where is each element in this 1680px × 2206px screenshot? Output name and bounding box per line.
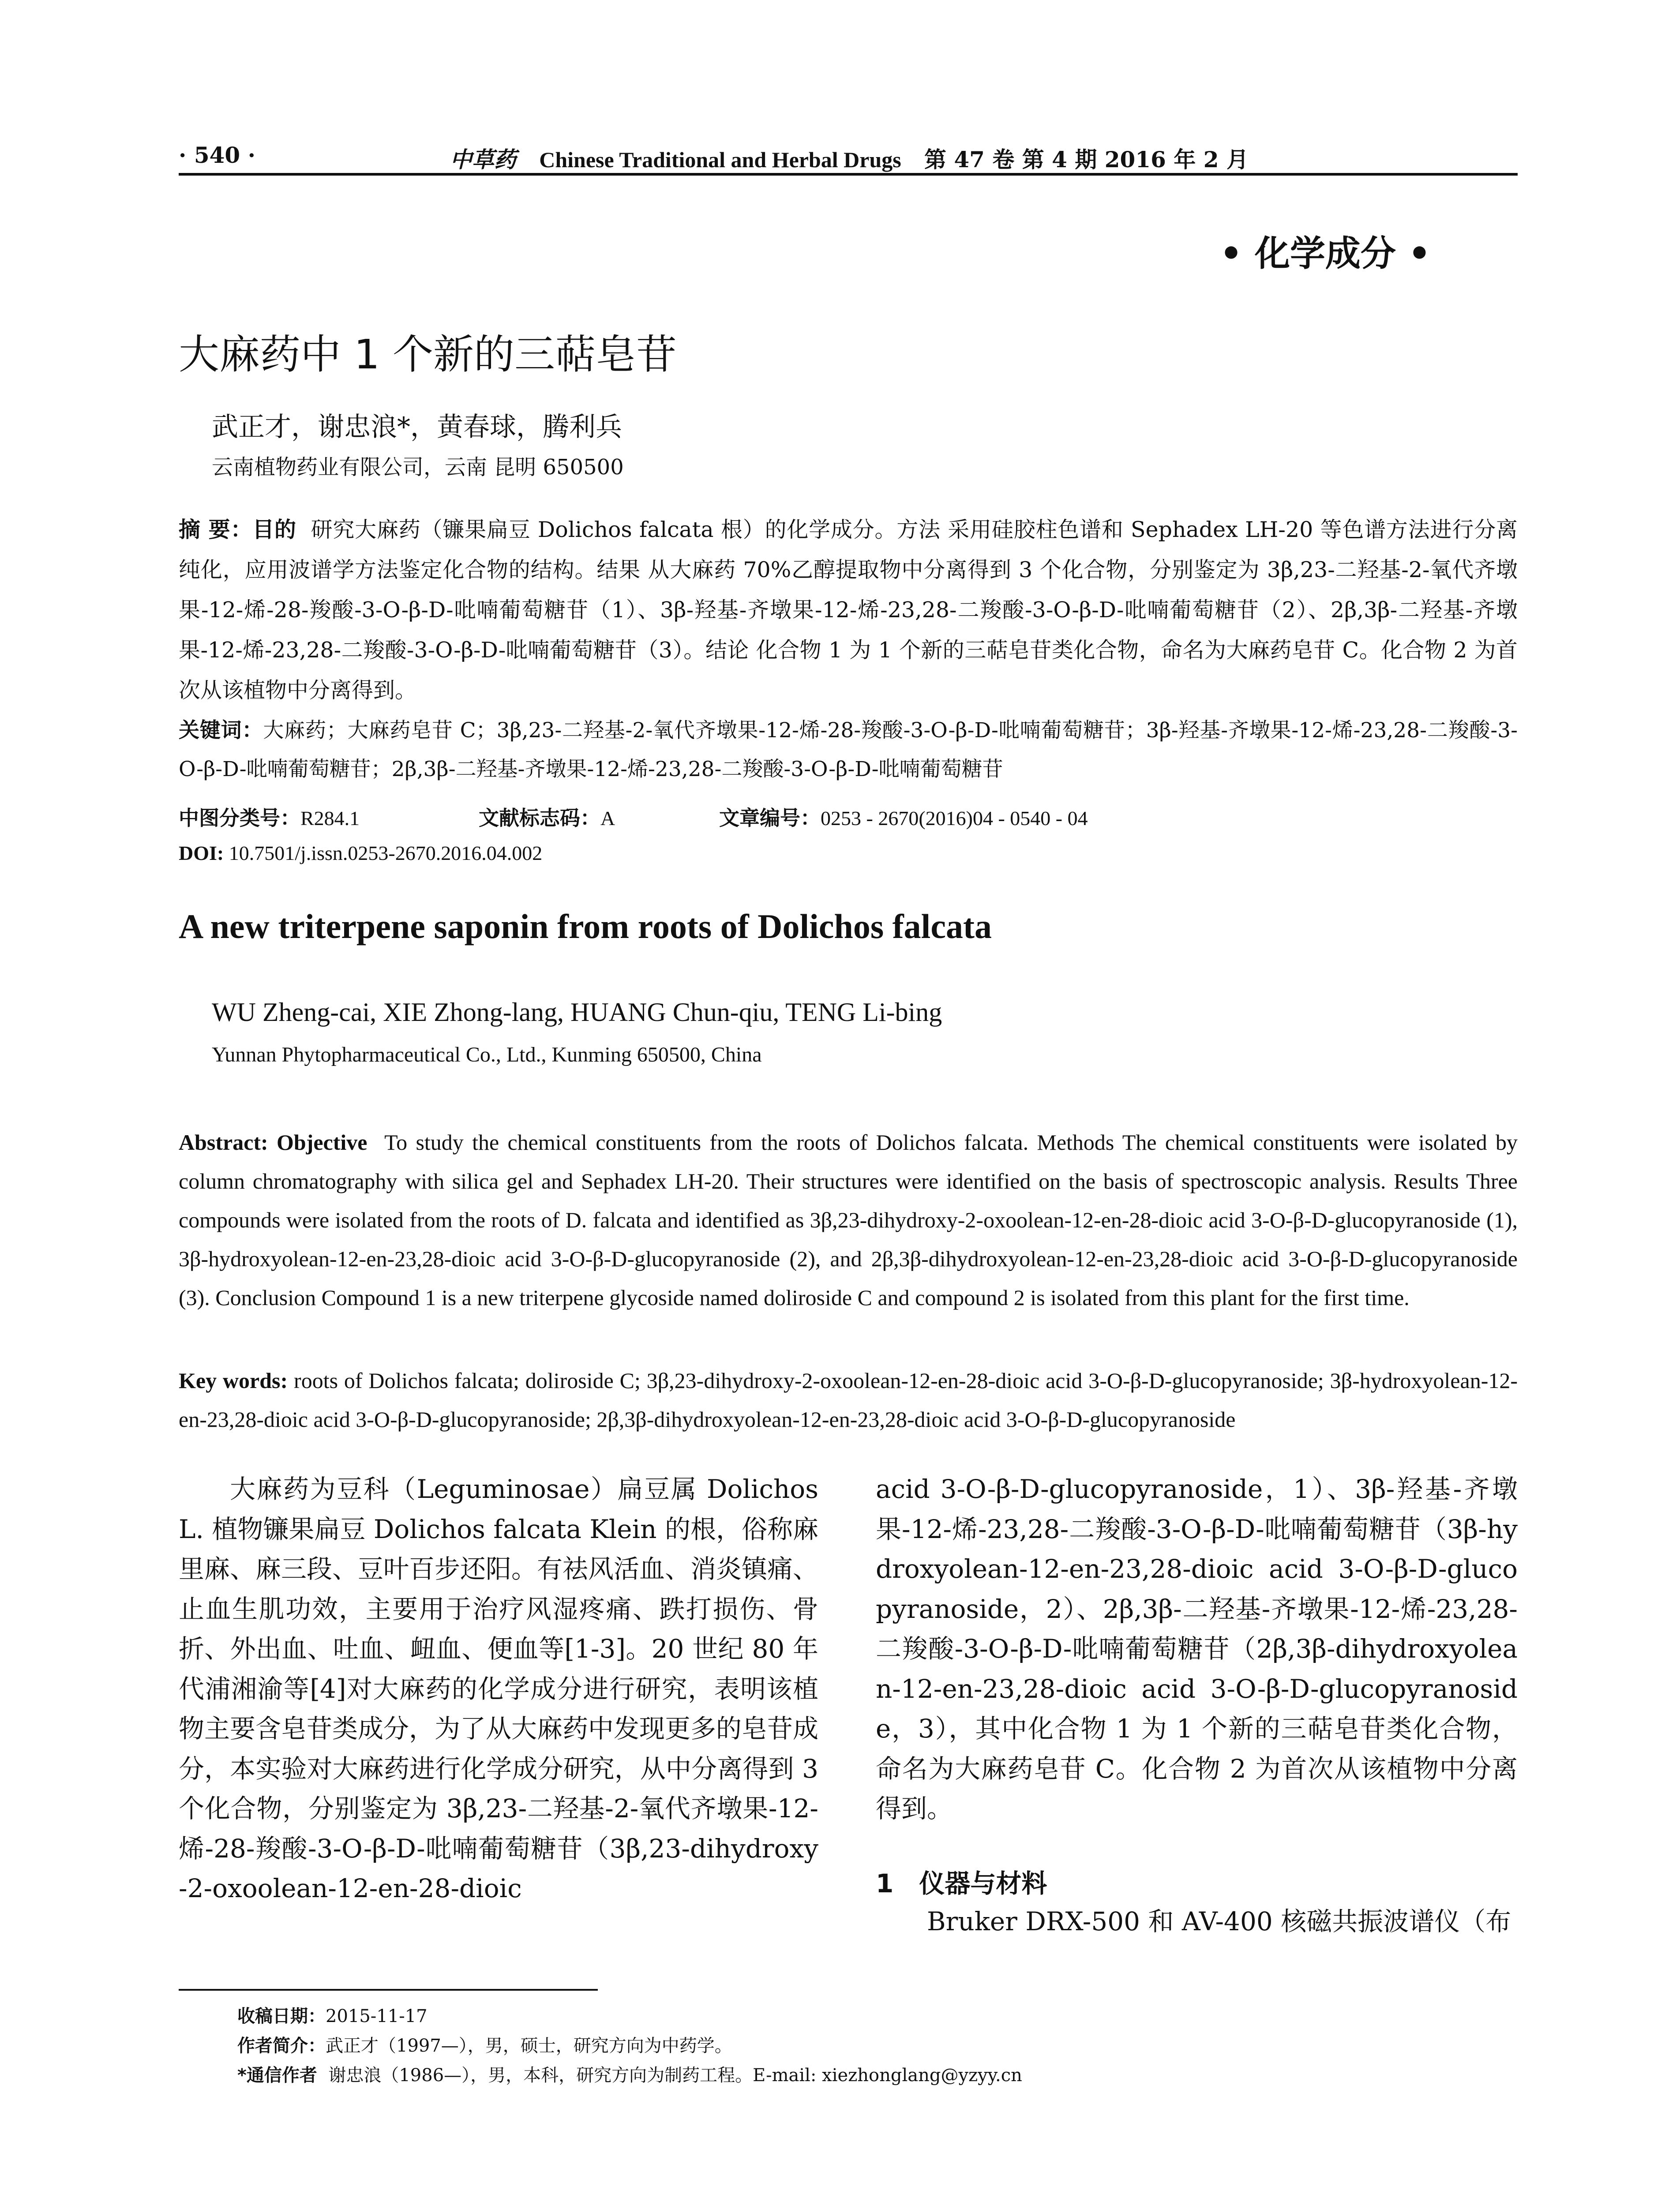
keywords-label-en: Key words: xyxy=(179,1368,288,1393)
abstract-cn xyxy=(179,510,1518,710)
keywords-cn xyxy=(179,711,1518,789)
section-heading: 1 仪器与材料 xyxy=(876,1868,1047,1898)
document-code xyxy=(479,802,615,831)
article-number-value: 0253 - 2670(2016)04 - 0540 - 04 xyxy=(821,807,1088,829)
abstract-label-en: Abstract: Objective xyxy=(179,1130,368,1155)
footnote-rule xyxy=(179,1989,598,1991)
article-title-en: A new triterpene saponin from roots of Dolichos falcata xyxy=(179,907,992,945)
doi-value: 10.7501/j.issn.0253-2670.2016.04.002 xyxy=(229,842,543,864)
article-number-label: 文章编号： xyxy=(719,806,821,830)
received-label: 收稿日期： xyxy=(237,2006,326,2026)
author-note-label: 作者简介： xyxy=(237,2036,326,2056)
journal-title-cn: 中草药 xyxy=(450,147,516,173)
article-title-cn: 大麻药中 1 个新的三萜皂苷 xyxy=(179,331,677,378)
clc-label: 中图分类号： xyxy=(179,806,300,830)
authors-en: WU Zheng-cai, XIE Zhong-lang, HUANG Chun-qiu, TENG Li-bing xyxy=(212,998,942,1027)
header-rule xyxy=(179,173,1518,176)
abstract-text-cn: 研究大麻药（镰果扁豆 Dolichos falcata 根）的化学成分。方法 采用硅胶柱色谱和 Sephadex LH-20 等色谱方法进行分离纯化，应用波谱学方法鉴定化合物的结构。结果 从大麻药 70%乙醇提取物中分离得到 3 个化合物，分别鉴定为 3β,23-二羟基-2-氧代齐墩果-12-烯-28-羧酸-3-O-β-D-吡喃葡萄糖苷（1）、3β-羟基-齐墩果-12-烯-23,28-二羧酸-3-O-β-D-吡喃葡萄糖苷（2）、2β,3β-二羟基-齐墩果-12-烯-23,28-二羧酸-3-O-β-D-吡喃葡萄糖苷（3）。结论 化合物 1 为 1 个新的三萜皂苷类化合物，命名为大麻药皂苷 C。化合物 2 为首次从该植物中分离得到。 xyxy=(179,517,1518,703)
section-label: • 化学成分 • xyxy=(1220,233,1431,274)
keywords-en xyxy=(179,1361,1518,1439)
corresponding-text: 谢忠浪（1986—），男，本科，研究方向为制药工程。E-mail: xiezhonglang@yzyy.cn xyxy=(328,2065,1022,2086)
keywords-label-cn: 关键词： xyxy=(179,718,263,743)
article-number xyxy=(719,802,1088,831)
author-note-text: 武正才（1997—），男，硕士，研究方向为中药学。 xyxy=(326,2036,732,2056)
affiliation-cn: 云南植物药业有限公司，云南 昆明 650500 xyxy=(212,455,624,480)
doi-label: DOI: xyxy=(179,842,224,864)
authors-cn: 武正才，谢忠浪*，黄春球，腾利兵 xyxy=(212,412,622,443)
body-right-column-continued: Bruker DRX-500 和 AV-400 核磁共振波谱仪（布 xyxy=(927,1906,1511,1936)
corresponding-author xyxy=(237,2061,1022,2086)
body-left-column: 大麻药为豆科（Leguminosae）扁豆属 Dolichos L. 植物镰果扁豆 Dolichos falcata Klein 的根，俗称麻里麻、麻三段、豆叶百步还阳。有祛风活血、消炎镇痛、止血生肌功效，主要用于治疗风湿疼痛、跌打损伤、骨折、外出血、吐血、衄血、便血等[1-3]。20 世纪 80 年代浦湘渝等[4]对大麻药的化学成分进行研究，表明该植物主要含皂苷类成分，为了从大麻药中发现更多的皂苷成分，本实验对大麻药进行化学成分研究，从中分离得到 3 个化合物，分别鉴定为 3β,23-二羟基-2-氧代齐墩果-12-烯-28-羧酸-3-O-β-D-吡喃葡萄糖苷（3β,23-dihydroxy-2-oxoolean-12-en-28-dioic xyxy=(179,1474,819,1903)
journal-issue: 第 47 卷 第 4 期 2016 年 2 月 xyxy=(924,146,1249,173)
doccode-label: 文献标志码： xyxy=(479,806,600,830)
received-value: 2015-11-17 xyxy=(326,2006,428,2026)
journal-title-en: Chinese Traditional and Herbal Drugs xyxy=(539,147,901,172)
doi xyxy=(179,841,542,865)
abstract-label-cn: 摘 要： xyxy=(179,517,253,542)
corresponding-label: *通信作者 xyxy=(237,2065,317,2086)
author-note xyxy=(237,2032,732,2057)
received-date xyxy=(237,2002,428,2027)
keywords-text-en: roots of Dolichos falcata; doliroside C; 3β,23-dihydroxy-2-oxoolean-12-en-28-dioic acid 3-O-β-D-glucopyranoside; 3β-hydroxyolean-12-en-23,28-dioic acid 3-O-β-D-glucopyranoside; 2β,3β-dihydroxyolean-12-en-23,28-dioic acid 3-O-β-D-glucopyranoside xyxy=(179,1368,1518,1432)
doccode-value: A xyxy=(600,807,615,829)
body-right-column: acid 3-O-β-D-glucopyranoside，1）、3β-羟基-齐墩果-12-烯-23,28-二羧酸-3-O-β-D-吡喃葡萄糖苷（3β-hydroxyolean-12-en-23,28-dioic acid 3-O-β-D-glucopyranoside，2）、2β,3β-二羟基-齐墩果-12-烯-23,28-二羧酸-3-O-β-D-吡喃葡萄糖苷（2β,3β-dihydroxyolean-12-en-23,28-dioic acid 3-O-β-D-glucopyranoside，3），其中化合物 1 为 1 个新的三萜皂苷类化合物，命名为大麻药皂苷 C。化合物 2 为首次从该植物中分离得到。 xyxy=(876,1474,1518,1823)
abstract-en xyxy=(179,1123,1518,1317)
page-number: · 540 · xyxy=(179,142,255,168)
classification xyxy=(179,802,360,831)
keywords-text-cn: 大麻药；大麻药皂苷 C；3β,23-二羟基-2-氧代齐墩果-12-烯-28-羧酸-3-O-β-D-吡喃葡萄糖苷；3β-羟基-齐墩果-12-烯-23,28-二羧酸-3-O-β-D-吡喃葡萄糖苷；2β,3β-二羟基-齐墩果-12-烯-23,28-二羧酸-3-O-β-D-吡喃葡萄糖苷 xyxy=(179,718,1518,781)
clc-value: R284.1 xyxy=(300,807,360,829)
abstract-objective-label-cn: 目的 xyxy=(252,517,296,542)
abstract-text-en: To study the chemical constituents from the roots of Dolichos falcata. Methods The chemical constituents were isolated by column chromatography with silica gel and Sephadex LH-20. Their structures were identified on the basis of spectroscopic analysis. Results Three compounds were isolated from the roots of D. falcata and identified as 3β,23-dihydroxy-2-oxoolean-12-en-28-dioic acid 3-O-β-D-glucopyranoside (1), 3β-hydroxyolean-12-en-23,28-dioic acid 3-O-β-D-glucopyranoside (2), and 2β,3β-dihydroxyolean-12-en-23,28-dioic acid 3-O-β-D-glucopyranoside (3). Conclusion Compound 1 is a new triterpene glycoside named doliroside C and compound 2 is isolated from this plant for the first time. xyxy=(179,1130,1518,1310)
affiliation-en: Yunnan Phytopharmaceutical Co., Ltd., Kunming 650500, China xyxy=(212,1043,762,1066)
journal-title xyxy=(450,142,1249,174)
